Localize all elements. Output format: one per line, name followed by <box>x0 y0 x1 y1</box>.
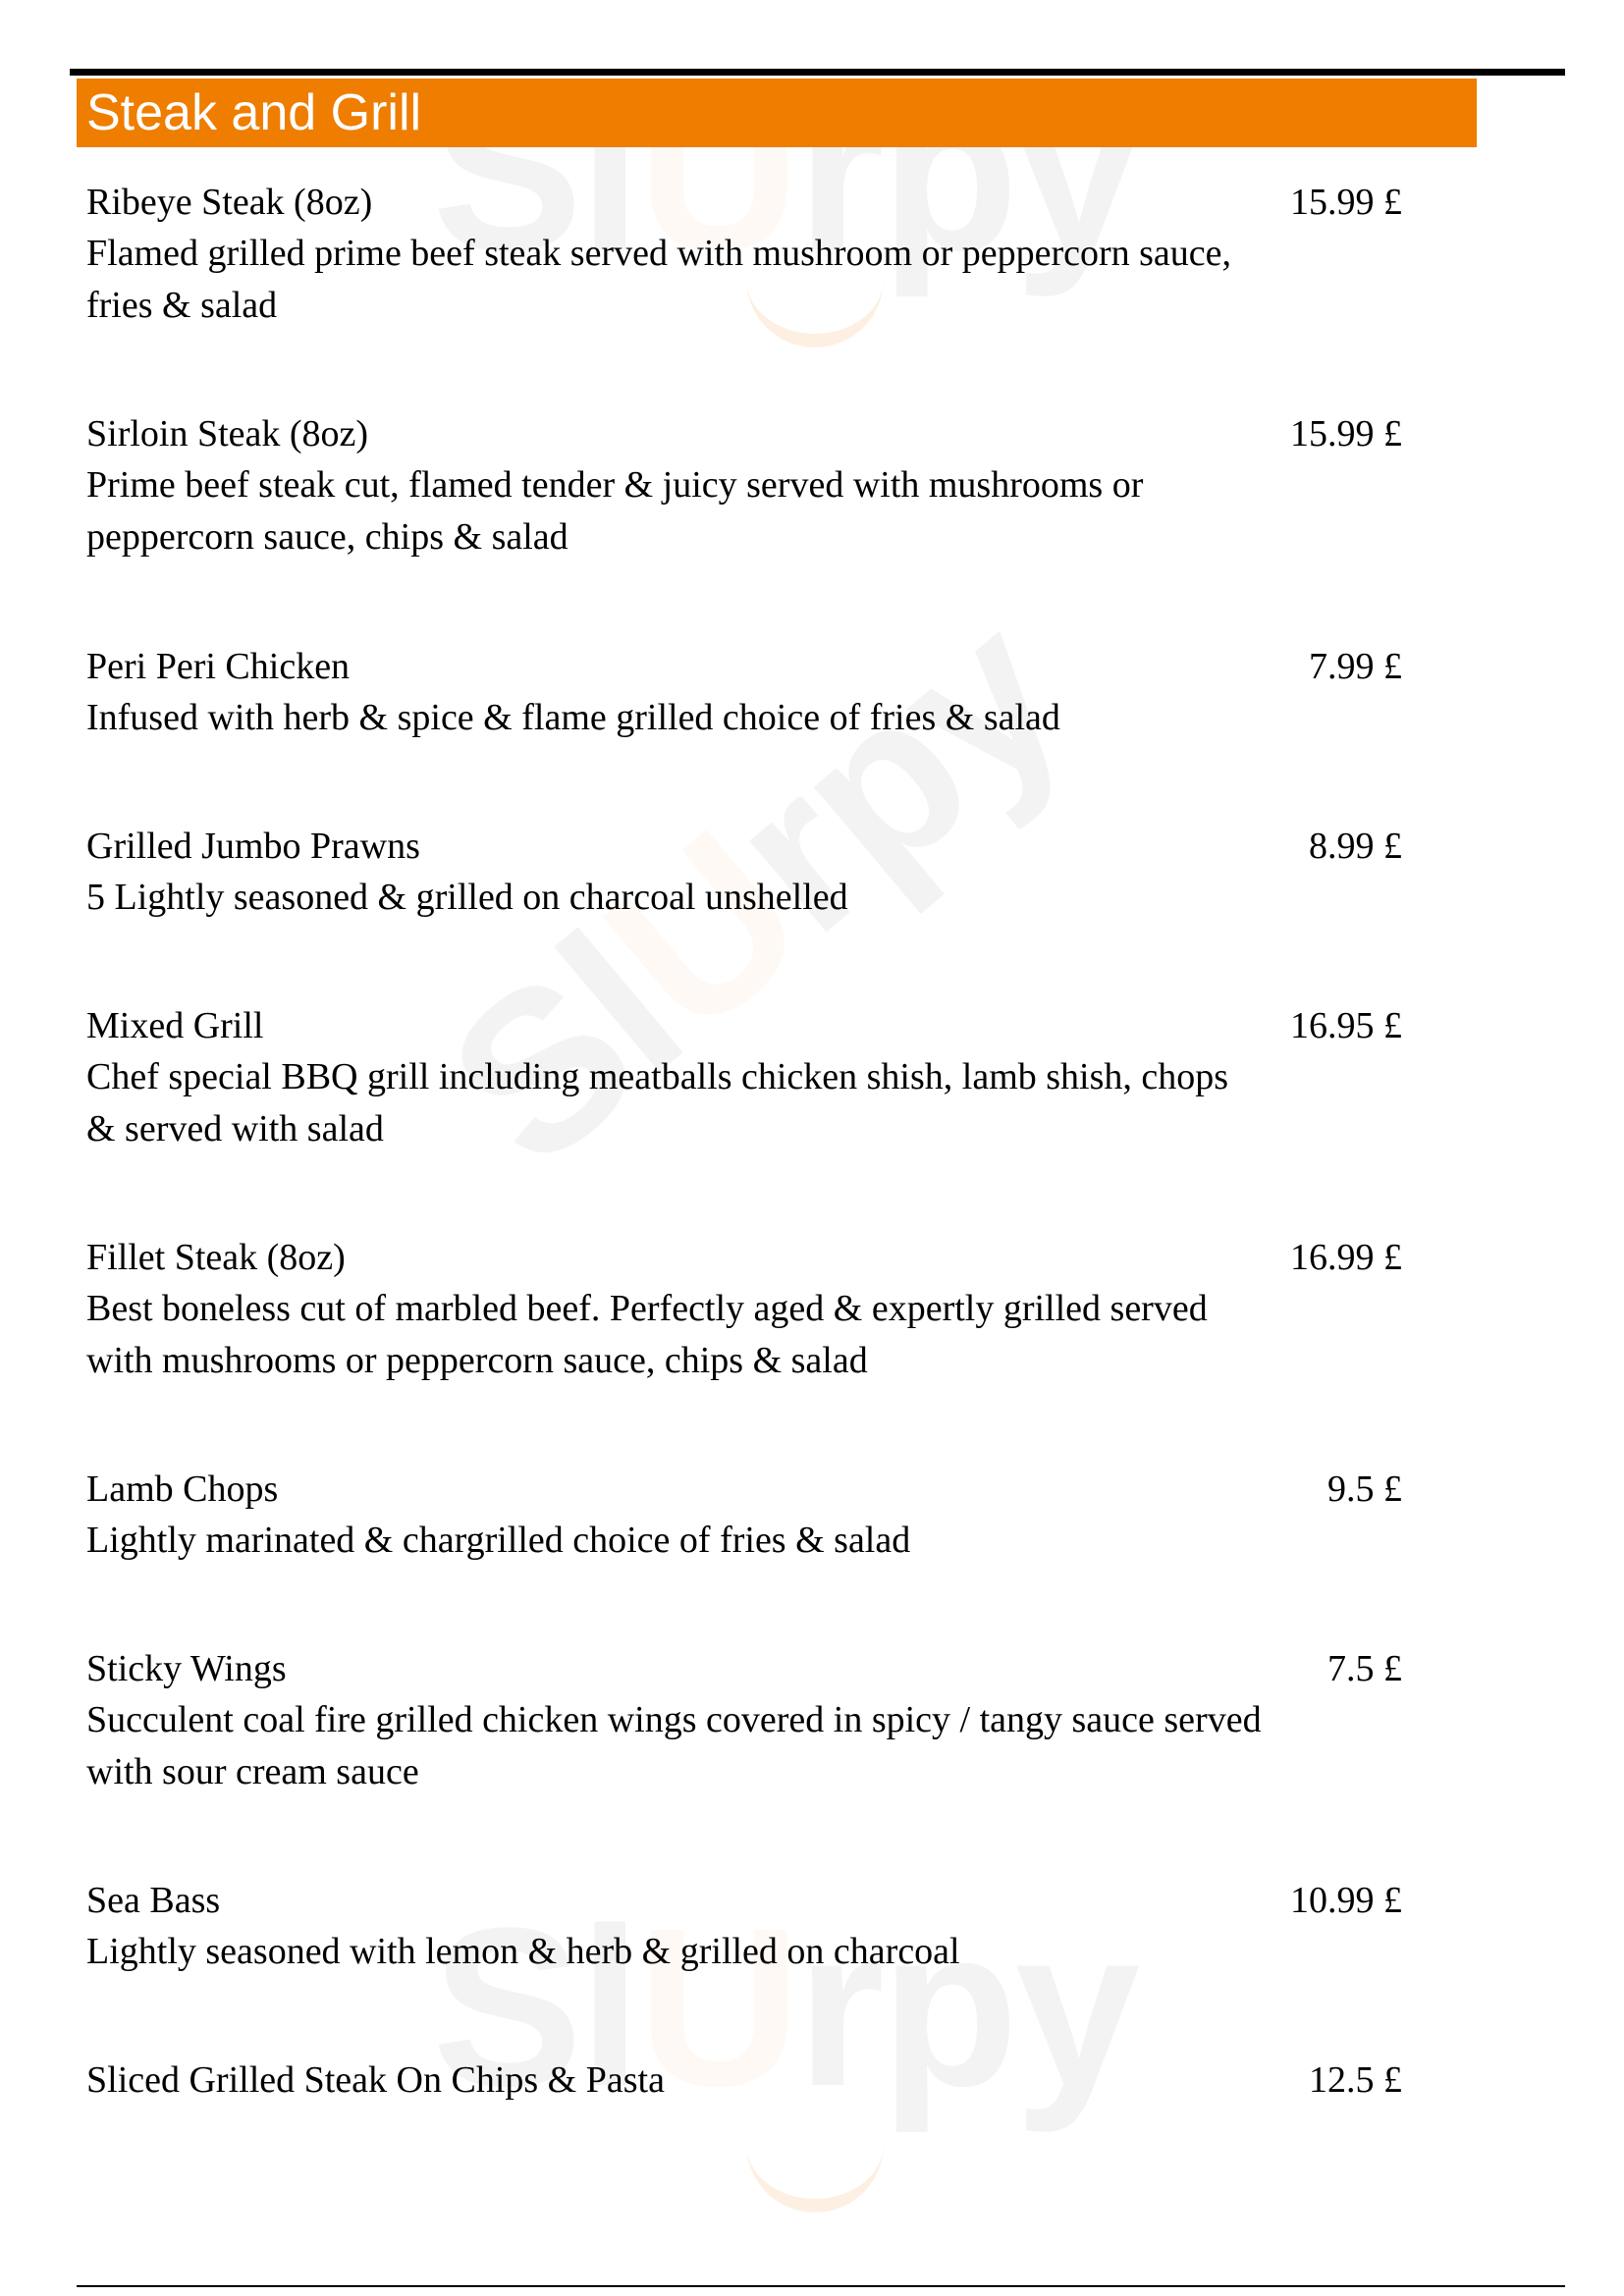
item-price: 15.99 £ <box>1290 182 1402 223</box>
item-price: 12.5 £ <box>1309 2059 1402 2101</box>
item-description: Succulent coal fire grilled chicken wings covered in spicy / tangy sauce served with sour cream sauce <box>86 1699 1262 1792</box>
item-name: Grilled Jumbo Prawns <box>86 826 420 867</box>
item-description: Chef special BBQ grill including meatballs chicken shish, lamb shish, chops & served with salad <box>86 1056 1229 1149</box>
item-description: Flamed grilled prime beef steak served with mushroom or peppercorn sauce, fries & salad <box>86 233 1232 326</box>
watermark-smile-icon <box>746 2140 884 2213</box>
item-price: 7.99 £ <box>1309 646 1402 687</box>
item-description: Lightly marinated & chargrilled choice of fries & salad <box>86 1520 911 1561</box>
item-name: Sea Bass <box>86 1880 221 1921</box>
bottom-rule <box>77 2285 1565 2287</box>
item-name: Sirloin Steak (8oz) <box>86 413 369 454</box>
item-name: Sliced Grilled Steak On Chips & Pasta <box>86 2059 665 2101</box>
item-description: Infused with herb & spice & flame grilled choice of fries & salad <box>86 697 1060 738</box>
item-price: 10.99 £ <box>1290 1880 1402 1921</box>
item-name: Sticky Wings <box>86 1648 287 1689</box>
item-price: 16.99 £ <box>1290 1237 1402 1278</box>
item-price: 9.5 £ <box>1327 1468 1402 1510</box>
item-description: Prime beef steak cut, flamed tender & juicy served with mushrooms or peppercorn sauce, chips & salad <box>86 464 1144 558</box>
item-price: 7.5 £ <box>1327 1648 1402 1689</box>
item-description: Lightly seasoned with lemon & herb & grilled on charcoal <box>86 1931 960 1972</box>
section-title: Steak and Grill <box>86 84 422 141</box>
item-name: Ribeye Steak (8oz) <box>86 182 373 223</box>
item-price: 16.95 £ <box>1290 1005 1402 1046</box>
item-price: 15.99 £ <box>1290 413 1402 454</box>
top-rule <box>70 69 1565 76</box>
item-description: Best boneless cut of marbled beef. Perfectly aged & expertly grilled served with mushrooms or peppercorn sauce, chips & salad <box>86 1288 1208 1381</box>
item-name: Mixed Grill <box>86 1005 264 1046</box>
item-name: Lamb Chops <box>86 1468 279 1510</box>
item-price: 8.99 £ <box>1309 826 1402 867</box>
item-name: Peri Peri Chicken <box>86 646 351 687</box>
item-description: 5 Lightly seasoned & grilled on charcoal unshelled <box>86 877 848 918</box>
item-name: Fillet Steak (8oz) <box>86 1237 346 1278</box>
section-banner <box>77 79 1477 147</box>
